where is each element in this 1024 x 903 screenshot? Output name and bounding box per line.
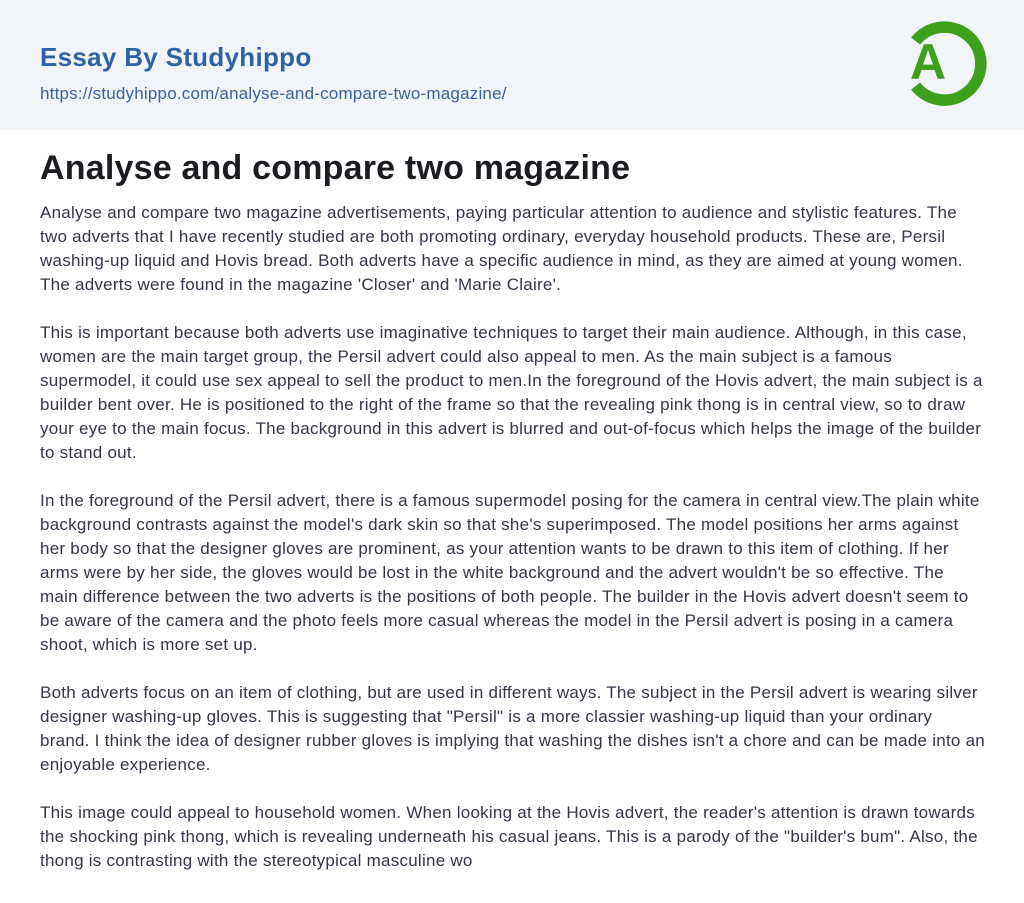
page-header	[0, 0, 1024, 130]
article-content	[0, 130, 1024, 903]
logo-letter: A	[910, 34, 947, 90]
article-title: Analyse and compare two magazine	[40, 149, 631, 187]
source-url-link[interactable]: https://studyhippo.com/analyse-and-compare-two-magazine/	[40, 84, 507, 103]
article-paragraph: Analyse and compare two magazine advertisements, paying particular attention to audience and stylistic features. The two adverts that I have recently studied are both promoting ordinary, everyday household products. These are, Persil washing-up liquid and Hovis bread. Both adverts have a specific audience in mind, as they are aimed at young women. The adverts were found in the magazine 'Closer' and 'Marie Claire'.	[40, 203, 963, 294]
article-paragraph: This image could appeal to household women. When looking at the Hovis advert, the reader's attention is drawn towards the shocking pink thong, which is revealing underneath his casual jeans. This is a parody of the "builder's bum". Also, the thong is contrasting with the stereotypical masculine wo	[40, 803, 978, 870]
byline: Essay By Studyhippo	[40, 42, 312, 72]
article-paragraph: This is important because both adverts use imaginative techniques to target their main audience. Although, in this case, women are the main target group, the Persil advert could also appeal to men. As the main subject is a famous supermodel, it could use sex appeal to sell the product to men.In the foreground of the Hovis advert, the main subject is a builder bent over. He is positioned to the right of the frame so that the revealing pink thong is in central view, so to draw your eye to the main focus. The background in this advert is blurred and out-of-focus which helps the image of the builder to stand out.	[40, 323, 983, 462]
studyhippo-logo-icon	[901, 16, 987, 110]
article-paragraph: In the foreground of the Persil advert, there is a famous supermodel posing for the camera in central view.The plain white background contrasts against the model's dark skin so that she's superimposed. The model positions her arms against her body so that the designer gloves are prominent, as your attention wants to be drawn to this item of clothing. If her arms were by her side, the gloves would be lost in the white background and the advert wouldn't be so effective. The main difference between the two adverts is the positions of both people. The builder in the Hovis advert doesn't seem to be aware of the camera and the photo feels more casual whereas the model in the Persil advert is posing in a camera shoot, which is more set up.	[40, 491, 980, 654]
article-paragraph: Both adverts focus on an item of clothing, but are used in different ways. The subject in the Persil advert is wearing silver designer washing-up gloves. This is suggesting that "Persil" is a more classier washing-up liquid than your ordinary brand. I think the idea of designer rubber gloves is implying that washing the dishes isn't a chore and can be made into an enjoyable experience.	[40, 683, 985, 774]
